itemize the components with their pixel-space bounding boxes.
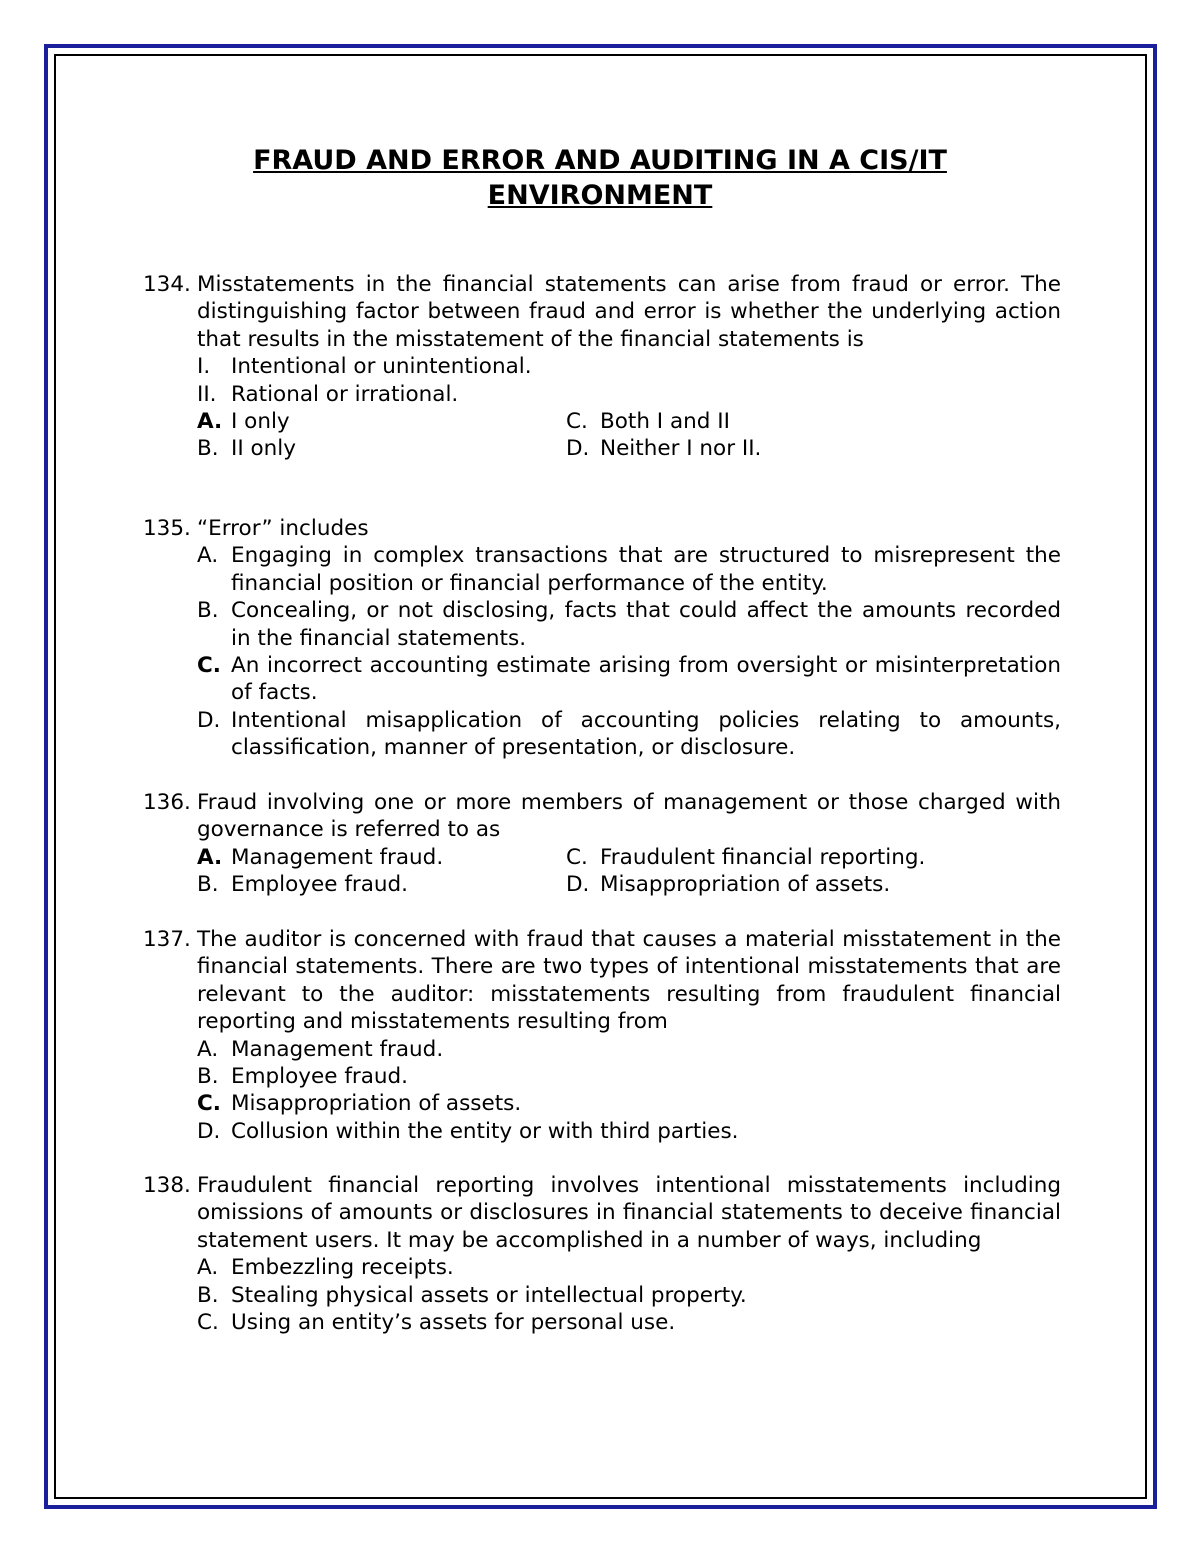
option-c: C. Fraudulent financial reporting. (566, 844, 926, 870)
roman-item: I. Intentional or unintentional. (197, 354, 532, 380)
option-row (197, 408, 1061, 435)
question-number: 135. (143, 516, 191, 541)
question-number: 137. (143, 927, 191, 952)
option-a: A. Engaging in complex transactions that are structured to misrepresent the financial position or financial performance of the entity. (197, 543, 1061, 596)
question-number: 138. (143, 1173, 191, 1198)
option-c: C. Misappropriation of assets. (197, 1091, 522, 1117)
option-b: B. Concealing, or not disclosing, facts that could affect the amounts recorded in the financial statements. (197, 598, 1061, 651)
option-d: D. Collusion within the entity or with third parties. (197, 1118, 739, 1144)
option-c: C. An incorrect accounting estimate arising from oversight or misinterpretation of facts. (197, 653, 1061, 706)
page-title (100, 143, 1100, 213)
option-row (197, 844, 1061, 871)
option-b: B. II only (197, 436, 296, 462)
option-a: A. Management fraud. (197, 844, 444, 870)
question-138 (143, 1172, 1061, 1336)
option-a: A. Management fraud. (197, 1036, 444, 1062)
question-135 (143, 515, 1061, 762)
option-row (197, 435, 1061, 462)
option-c: C. Both I and II (566, 409, 730, 435)
option-row (197, 871, 1061, 898)
question-stem: Misstatements in the financial statements can arise from fraud or error. The distinguishing factor between fraud and error is whether the underlying action that results in the misstatement of the financial statements is (197, 272, 1061, 352)
option-a: A. Embezzling receipts. (197, 1255, 454, 1281)
page-title-line2: ENVIRONMENT (487, 180, 713, 211)
option-d: D. Neither I nor II. (566, 436, 762, 462)
question-number: 136. (143, 790, 191, 815)
page-title-line1: FRAUD AND ERROR AND AUDITING IN A CIS/IT (253, 145, 947, 176)
option-d: D. Misappropriation of assets. (566, 872, 891, 898)
roman-item: II. Rational or irrational. (197, 381, 459, 407)
option-b: B. Employee fraud. (197, 1064, 409, 1090)
question-stem: Fraud involving one or more members of management or those charged with governance is referred to as (197, 790, 1061, 843)
question-136 (143, 789, 1061, 899)
question-134 (143, 271, 1061, 463)
option-b: B. Stealing physical assets or intellectual property. (197, 1282, 747, 1308)
question-stem: The auditor is concerned with fraud that causes a material misstatement in the financial statements. There are two types of intentional misstatements that are relevant to the auditor: misstatements resulting from fraudulent financial reporting and misstatements resulting from (197, 927, 1061, 1035)
option-d: D. Intentional misapplication of accounting policies relating to amounts, classification, manner of presentation, or disclosure. (197, 707, 1061, 761)
option-a: A. I only (197, 409, 290, 435)
question-stem: Fraudulent financial reporting involves intentional misstatements including omissions of amounts or disclosures in financial statements to deceive financial statement users. It may be accomplished in a number of ways, including (197, 1173, 1061, 1253)
question-137 (143, 926, 1061, 1145)
question-number: 134. (143, 272, 191, 297)
option-b: B. Employee fraud. (197, 872, 409, 898)
question-stem: “Error” includes (197, 516, 369, 541)
option-c: C. Using an entity’s assets for personal use. (197, 1310, 676, 1336)
